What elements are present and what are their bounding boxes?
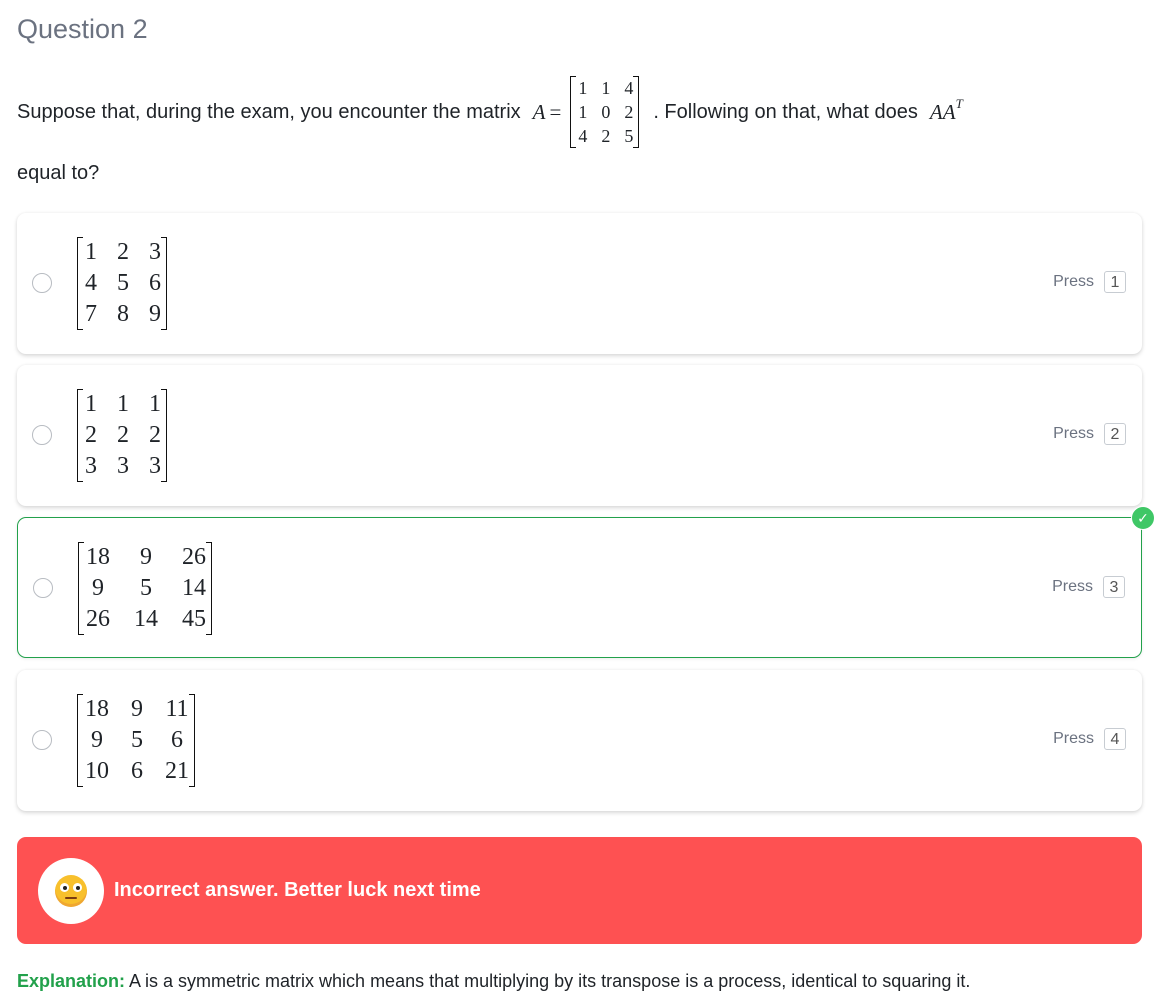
matrix-cell: 6 [131,758,143,784]
matrix-cell: 11 [165,696,189,722]
explanation-text: A is a symmetric matrix which means that multiplying by its transpose is a process, identical to squaring it. [125,971,971,991]
keyboard-shortcut-hint [1053,728,1126,750]
press-label: Press [1053,273,1094,290]
correct-check-icon: ✓ [1131,506,1155,530]
option-matrix [77,694,195,787]
radio-button[interactable] [32,425,52,445]
press-label: Press [1053,425,1094,442]
keyboard-shortcut-hint [1052,576,1125,598]
shortcut-key: 2 [1104,423,1126,445]
matrix-cell: 5 [131,727,143,753]
option-matrix [78,542,212,635]
matrix-cell: 1 [149,391,161,417]
keyboard-shortcut-hint [1053,423,1126,445]
matrix-cell: 0 [601,102,611,122]
matrix-cell: 1 [85,239,97,265]
question-title: Question 2 [17,14,148,44]
matrix-cell: 3 [149,239,161,265]
matrix-cell: 1 [85,391,97,417]
matrix-cell: 1 [117,391,129,417]
matrix-cell: 7 [85,301,97,327]
explanation [17,971,970,992]
feedback-message: Incorrect answer. Better luck next time [114,879,481,901]
matrix-cell: 2 [85,422,97,448]
incorrect-feedback-banner [17,837,1142,944]
matrix-cell: 9 [131,696,143,722]
matrix-cell: 14 [134,606,158,632]
matrix-cell: 3 [149,453,161,479]
equals-sign: = [549,99,562,124]
shortcut-key: 3 [1103,576,1125,598]
radio-button[interactable] [32,730,52,750]
matrix-cell: 5 [624,126,634,146]
shortcut-key: 4 [1104,728,1126,750]
matrix-cell: 45 [182,606,206,632]
option-matrix [77,237,167,330]
option-matrix [77,389,167,482]
matrix-cell: 9 [92,575,104,601]
question-text-end: equal to? [17,162,100,184]
radio-button[interactable] [33,578,53,598]
press-label: Press [1052,578,1093,595]
matrix-cell: 1 [601,78,611,98]
matrix-cell: 2 [601,126,611,146]
answer-option-4[interactable] [17,670,1142,811]
matrix-cell: 5 [117,270,129,296]
matrix-cell: 3 [117,453,129,479]
expression-superscript: T [955,95,963,111]
matrix-cell: 2 [117,239,129,265]
feedback-avatar [38,858,104,924]
matrix-cell: 21 [165,758,189,784]
matrix-cell: 8 [117,301,129,327]
question-matrix [570,76,639,148]
matrix-cell: 4 [85,270,97,296]
matrix-cell: 4 [578,126,588,146]
matrix-cell: 2 [117,422,129,448]
matrix-cell: 2 [624,102,634,122]
matrix-cell: 6 [149,270,161,296]
matrix-cell: 26 [182,544,206,570]
question-text-before: Suppose that, during the exam, you encounter the matrix [17,100,521,123]
matrix-cell: 10 [85,758,109,784]
expression-base: AA [929,99,956,124]
matrix-cell: 14 [182,575,206,601]
question-text-after: . Following on that, what does [653,100,918,123]
matrix-cell: 6 [171,727,183,753]
matrix-cell: 4 [624,78,634,98]
keyboard-shortcut-hint [1053,271,1126,293]
press-label: Press [1053,730,1094,747]
question-prompt [17,74,963,150]
matrix-cell: 9 [149,301,161,327]
matrix-cell: 9 [91,727,103,753]
answer-option-3[interactable] [17,510,1149,658]
matrix-cell: 26 [86,606,110,632]
answer-option-2[interactable] [17,365,1142,506]
expression [929,95,963,125]
shortcut-key: 1 [1104,271,1126,293]
matrix-cell: 18 [85,696,109,722]
matrix-cell: 1 [578,78,588,98]
explanation-label: Explanation: [17,971,126,991]
matrix-cell: 5 [140,575,152,601]
radio-button[interactable] [32,273,52,293]
answer-option-1[interactable] [17,213,1142,354]
matrix-cell: 18 [86,544,110,570]
matrix-cell: 2 [149,422,161,448]
neutral-face-emoji-icon [55,875,87,907]
matrix-label: A [532,99,546,124]
matrix-cell: 1 [578,102,588,122]
matrix-cell: 9 [140,544,152,570]
matrix-cell: 3 [85,453,97,479]
